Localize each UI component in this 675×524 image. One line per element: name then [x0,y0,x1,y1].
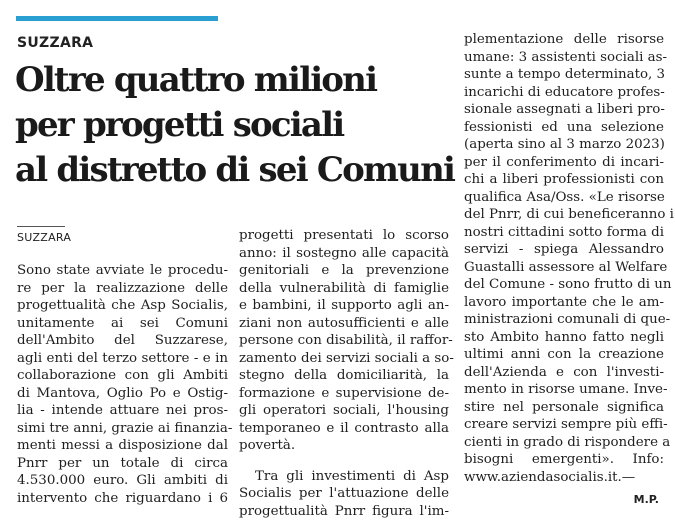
byline: SUZZARA [17,231,72,244]
text-line: Tra gli investimenti di Asp [255,468,449,484]
text-line: sto Ambito hanno fatto negli [464,329,664,345]
text-line: stegno della domiciliarità, la [239,368,449,383]
text-line: della vulnerabilità di famiglie [239,280,449,296]
author-signature: M.P. [633,493,659,506]
paragraph-gap [239,455,449,468]
article-column-3 [464,31,674,486]
text-line: del Comune - sono frutto di un [464,277,672,292]
text-line: anno: il sostegno alle capacità [239,245,449,261]
text-line: creare servizi sempre più effi- [464,417,668,432]
text-line: per il conferimento di incari- [464,154,664,170]
text-line: re per la realizzazione delle [17,280,228,296]
text-line: www.aziendasocialis.it.— [464,469,636,485]
text-line: intervento che riguardano i 6 [17,490,228,506]
accent-rule [16,16,218,21]
text-line: simi tre anni, grazie ai finanzia- [17,420,233,436]
text-line: e bambini, il supporto agli an- [239,298,449,313]
text-line: ziani non autosufficienti e alle [239,315,449,331]
text-line: menti messi a disposizione dal [17,438,228,453]
text-line: di Mantova, Oglio Po e Ostig- [17,385,228,401]
text-line: unitamente ai sei Comuni [17,315,228,331]
text-line: mento in risorse umane. Inve- [464,382,668,397]
text-line: persone con disabilità, il raffor- [239,333,453,348]
text-line: servizi - spiega Alessandro [464,242,664,257]
text-line: plementazione delle risorse [464,32,664,47]
text-line: Socialis per l'attuazione delle [239,486,449,501]
text-line: Sono state avviate le procedu- [17,263,228,278]
text-line: 4.530.000 euro. Gli ambiti di [17,473,228,488]
text-line: sionale assegnati a liberi pro- [464,102,665,117]
text-line: genitoriali e la prevenzione [239,263,449,278]
text-line: progettualità che Asp Socialis, [17,298,228,313]
text-line: del Pnrr, di cui beneficeranno i [464,207,674,222]
text-line: dell'Azienda e con l'investi- [464,364,664,380]
text-line: progettualità Pnrr figura l'im- [239,503,449,519]
text-line: progetti presentati lo scorso [239,228,449,243]
text-line: ultimi anni con la creazione [464,347,664,362]
byline-rule [17,226,65,227]
article-column-2 [239,227,454,520]
text-line: umane: 3 assistenti sociali as- [464,49,668,65]
text-line: collaborazione con gli Ambiti [17,368,228,383]
text-line: sunte a tempo determinato, 3 [464,67,666,82]
text-line: Guastalli assessore al Welfare [464,259,668,275]
article-column-1 [17,262,233,507]
text-line: lia - intende attuare nei pros- [17,403,228,418]
text-line: formazione e supervisione de- [239,385,449,401]
text-line: gli operatori sociali, l'housing [239,403,449,418]
text-line: (aperta sino al 3 marzo 2023) [464,137,665,152]
text-line: lavoro importante che le am- [464,294,664,310]
text-line: ministrazioni comunali di que- [464,312,671,327]
text-line: zamento dei servizi sociali a so- [239,350,454,366]
text-line: incarichi di educatore profes- [464,84,665,100]
text-line: nostri cittadini sotto forma di [464,224,664,240]
headline-line-2: per progetti sociali [15,105,344,145]
text-line: fessionisti ed una selezione [464,119,664,135]
text-line: povertà. [239,438,296,453]
text-line: qualifica Asa/Oss. «Le risorse [464,189,665,205]
text-line: dell'Ambito del Suzzarese, [17,333,228,348]
article-headline [15,58,455,193]
text-line: bisogni emergenti». Info: [464,452,664,467]
section-kicker: SUZZARA [17,35,94,51]
text-line: stire nel personale significa [464,399,664,415]
headline-line-1: Oltre quattro milioni [15,60,377,100]
headline-line-3: al distretto di sei Comuni [15,150,455,190]
text-line: chi a liberi professionisti con [464,172,664,187]
text-line: temporaneo e il contrasto alla [239,420,449,436]
text-line: cienti in grado di rispondere a [464,434,671,450]
text-line: Pnrr per un totale di circa [17,455,228,471]
text-line: agli enti del terzo settore - e in [17,350,228,366]
